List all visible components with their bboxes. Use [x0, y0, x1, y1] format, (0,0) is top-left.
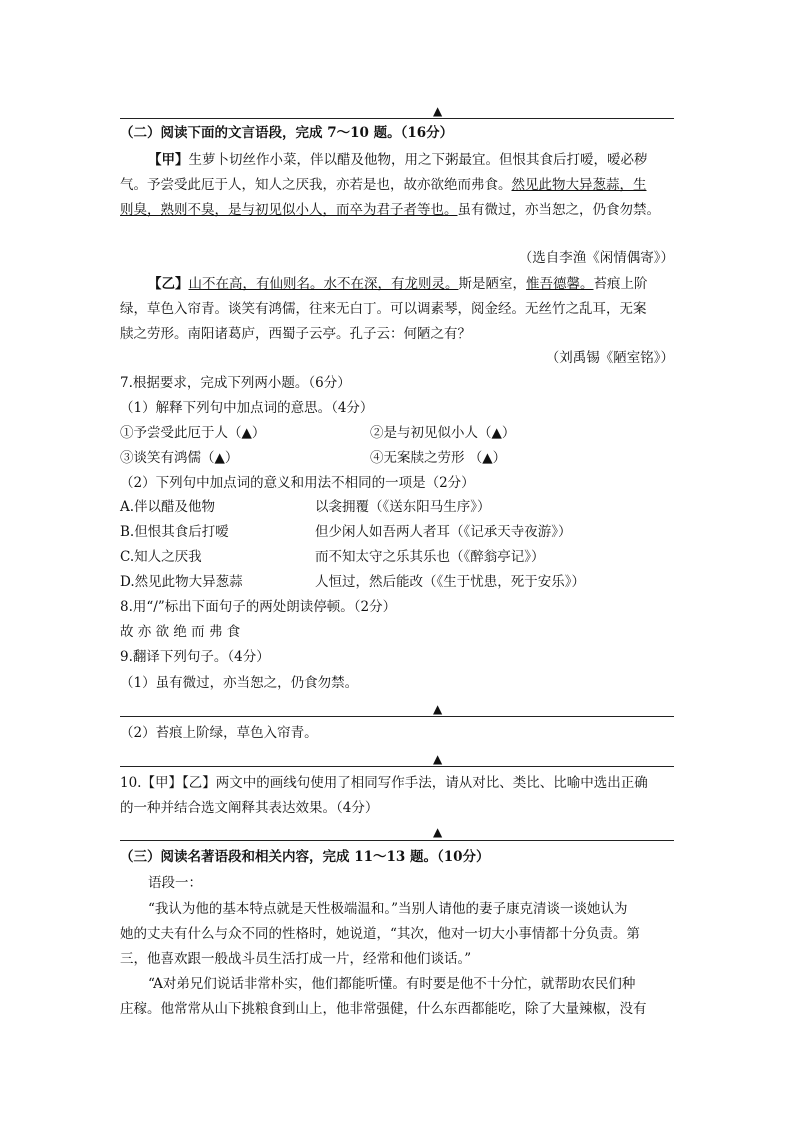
q7-title: 7.根据要求，完成下列两小题。（6分）: [120, 375, 351, 391]
q10-line-2: 的一种并结合选文阐释其表达效果。（4分）: [120, 800, 379, 816]
passage1-line-3: 三，他喜欢跟一般战斗员生活打成一片，经常和他们谈话。”: [120, 951, 472, 967]
answer-line: [120, 716, 674, 717]
passage1-line-2: 她的丈夫有什么与众不同的性格时，她说道，“其次，他对一切大小事情都十分负责。第: [120, 926, 640, 942]
section2-title: （二）阅读下面的文言语段，完成 7～10 题。（16分）: [120, 125, 454, 141]
q9-sentence-2: （2）苔痕上阶绿，草色入帘青。: [120, 725, 318, 741]
section3-subtitle: 语段一：: [148, 875, 202, 891]
answer-mark: ▲: [433, 104, 443, 118]
q7-item-1: ①予尝受此厄于人（▲）: [120, 425, 266, 441]
answer-mark: ▲: [433, 702, 443, 716]
jia-line-2: [120, 176, 647, 194]
q7-part2: （2）下列句中加点词的意义和用法不相同的一项是（2分）: [120, 475, 475, 491]
jia-underline-2: 则臭，熟则不臭，是与初见似小人，而卒为君子者等也。: [120, 202, 458, 218]
answer-mark: ▲: [433, 752, 443, 766]
jia-text-1: 生萝卜切丝作小菜，伴以醋及他物，用之下粥最宜。但恨其食后打嗳，嗳必秽: [188, 152, 648, 168]
passage1-line-1: “我认为他的基本特点就是天性极端温和。”当别人请他的妻子康克清谈一谈她认为: [148, 901, 628, 917]
q8-sentence: 故 亦 欲 绝 而 弗 食: [120, 624, 241, 640]
option-a-compare: 以衾拥覆（《送东阳马生序》）: [315, 499, 491, 515]
jia-underline-1: 然见此物大异葱蒜，生: [511, 177, 647, 193]
yi-label: 【乙】: [148, 276, 189, 292]
answer-mark: ▲: [433, 825, 443, 839]
yi-underline-1: 山不在高，有仙则名。水不在深，有龙则灵。: [188, 276, 459, 292]
option-b: B.但恨其食后打嗳: [120, 524, 229, 540]
option-d-compare: 人恒过，然后能改（《生于忧患，死于安乐》）: [315, 574, 585, 590]
yi-source: （刘禹锡《陋室铭》）: [545, 350, 674, 366]
option-a: A.伴以醋及他物: [120, 499, 216, 515]
yi-underline-2: 惟吾德馨。: [526, 276, 594, 292]
yi-text-1a: 斯是陋室，: [458, 276, 526, 292]
q9-title: 9.翻译下列句子。（4分）: [120, 649, 270, 665]
jia-label: 【甲】: [148, 152, 189, 168]
option-d: D.然见此物大异葱蒜: [120, 574, 243, 590]
q7-item-3: ③谈笑有鸿儒（▲）: [120, 450, 239, 466]
yi-line-2: 绿，草色入帘青。谈笑有鸿儒，往来无白丁。可以调素琴，阅金经。无丝竹之乱耳，无案: [120, 301, 647, 317]
yi-text-1b: 苔痕上阶: [593, 276, 648, 292]
yi-line-1: [148, 275, 648, 293]
jia-line-1: [148, 151, 648, 169]
q10-line-1: 10.【甲】【乙】两文中的画线句使用了相同写作手法，请从对比、类比、比喻中选出正确: [120, 775, 648, 791]
jia-text-3: 虽有微过，亦当恕之，仍食勿禁。: [457, 202, 660, 218]
q9-sentence-1: （1）虽有微过，亦当恕之，仍食勿禁。: [120, 675, 359, 691]
q8-title: 8.用“/”标出下面句子的两处朗读停顿。（2分）: [120, 599, 397, 615]
answer-line: [120, 766, 674, 767]
passage2-line-2: 庄稼。他常常从山下挑粮食到山上，他非常强健，什么东西都能吃，除了大量辣椒，没有: [120, 1001, 647, 1017]
option-c: C.知人之厌我: [120, 549, 202, 565]
option-c-compare: 而不知太守之乐其乐也（《醉翁亭记》）: [315, 549, 545, 565]
passage2-line-1: “A对弟兄们说话非常朴实，他们都能听懂。有时要是他不十分忙，就帮助农民们种: [148, 976, 636, 992]
jia-text-2: 气。予尝受此厄于人，知人之厌我，亦若是也，故亦欲绝而弗食。: [120, 177, 512, 193]
answer-line: [120, 118, 674, 119]
q7-item-2: ②是与初见似小人（▲）: [370, 425, 516, 441]
section3-title: （三）阅读名著语段和相关内容，完成 11～13 题。（10分）: [120, 849, 490, 865]
yi-line-3: 牍之劳形。南阳诸葛庐，西蜀子云亭。孔子云：何陋之有？: [120, 326, 471, 342]
q7-part1: （1）解释下列句中加点词的意思。（4分）: [120, 400, 374, 416]
answer-line: [120, 840, 674, 841]
jia-line-3: [120, 201, 660, 219]
q7-item-4: ④无案牍之劳形 （▲）: [370, 450, 507, 466]
option-b-compare: 但少闲人如吾两人者耳（《记承天寺夜游》）: [315, 524, 572, 540]
jia-source: （选自李渔《闲情偶寄》）: [518, 250, 674, 266]
